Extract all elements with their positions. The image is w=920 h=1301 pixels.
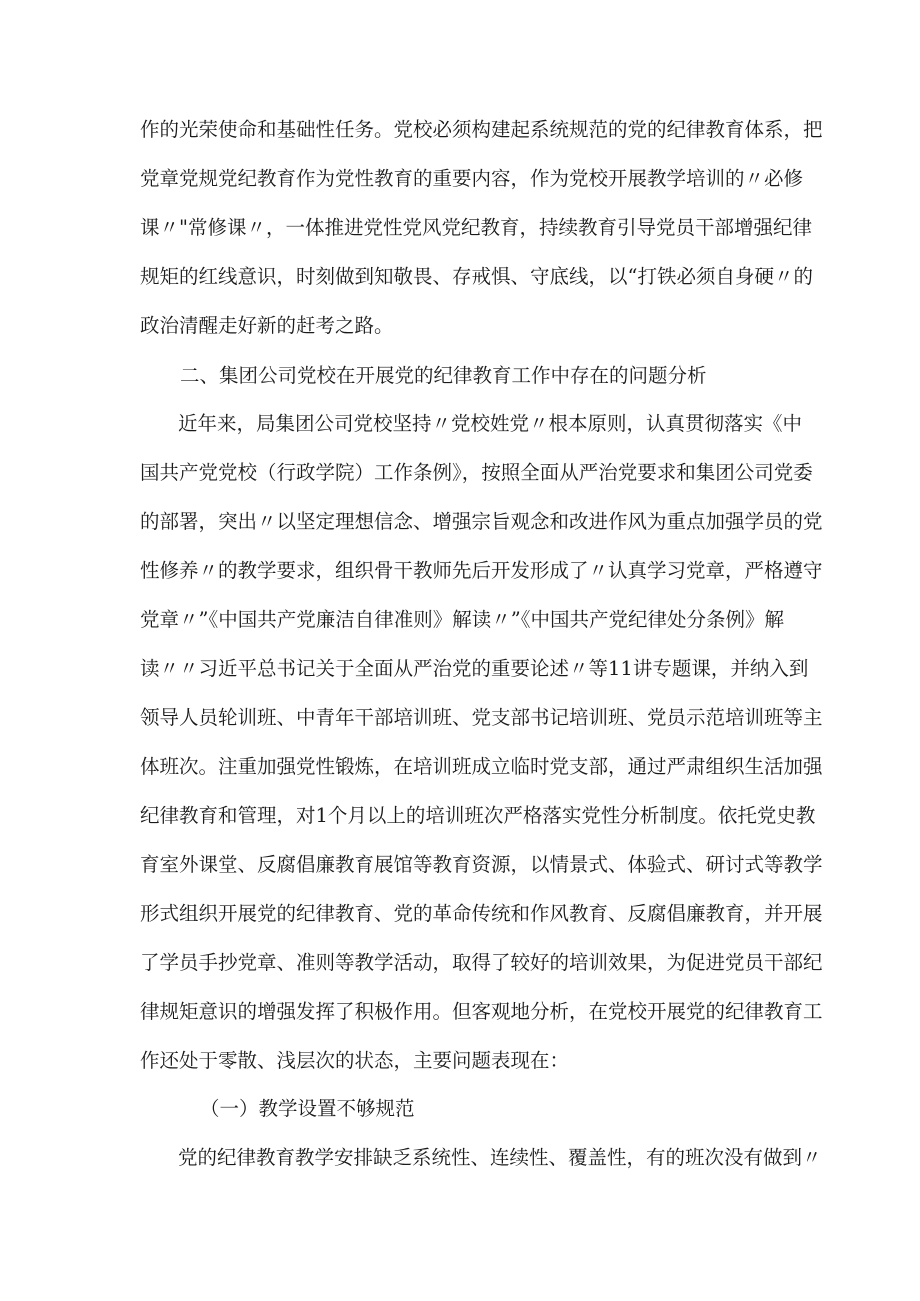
paragraph-line: 纪律教育和管理，对1个月以上的培训班次严格落实党性分析制度。依托党史教: [140, 804, 816, 827]
paragraph-line: 规矩的红线意识，时刻做到知敬畏、存戒惧、守底线，以“打铁必须自身硬〃的: [140, 265, 813, 288]
paragraph-line: 领导人员轮训班、中青年干部培训班、党支部书记培训班、党员示范培训班等主: [140, 706, 823, 729]
paragraph-line: 党章〃”《中国共产党廉洁自律准则》解读〃”《中国共产党纪律处分条例》解: [140, 608, 784, 631]
paragraph-line: 的部署，突出〃以坚定理想信念、增强宗旨观念和改进作风为重点加强学员的党: [140, 510, 823, 533]
paragraph-line: 形式组织开展党的纪律教育、党的革命传统和作风教育、反腐倡廉教育，并开展: [140, 902, 823, 925]
paragraph-line: 政治清醒走好新的赶考之路。: [140, 314, 394, 337]
paragraph-line: 体班次。注重加强党性锻炼，在培训班成立临时党支部，通过严肃组织生活加强: [140, 755, 823, 778]
paragraph-line: 了学员手抄党章、准则等教学活动，取得了较好的培训效果，为促进党员干部纪: [140, 951, 823, 974]
paragraph-line: 性修养〃的教学要求，组织骨干教师先后开发形成了〃认真学习党章，严格遵守: [140, 559, 823, 582]
paragraph-line: 国共产党党校（行政学院）工作条例》，按照全面从严治党要求和集团公司党委: [140, 461, 813, 484]
paragraph-line: 党章党规党纪教育作为党性教育的重要内容，作为党校开展教学培训的〃必修: [140, 167, 804, 190]
paragraph-line: 作的光荣使命和基础性任务。党校必须构建起系统规范的党的纪律教育体系，把: [140, 118, 823, 141]
paragraph-line: 育室外课堂、反腐倡廉教育展馆等教育资源，以情景式、体验式、研讨式等教学: [140, 853, 823, 876]
subsection-heading: （一）教学设置不够规范: [200, 1097, 415, 1120]
paragraph-line: 读〃〃习近平总书记关于全面从严治党的重要论述〃等11讲专题课，并纳入到: [140, 657, 809, 680]
paragraph-line: 作还处于零散、浅层次的状态，主要问题表现在：: [140, 1049, 570, 1072]
paragraph-line: 课〃"常修课〃，一体推进党性党风党纪教育，持续教育引导党员干部增强纪律: [140, 216, 812, 239]
paragraph-line: 律规矩意识的增强发挥了积极作用。但客观地分析，在党校开展党的纪律教育工: [140, 1000, 823, 1023]
paragraph-line: 党的纪律教育教学安排缺乏系统性、连续性、覆盖性，有的班次没有做到〃: [178, 1146, 822, 1169]
section-heading: 二、集团公司党校在开展党的纪律教育工作中存在的问题分析: [180, 364, 707, 387]
paragraph-line: 近年来，局集团公司党校坚持〃党校姓党〃根本原则，认真贯彻落实《中: [178, 412, 803, 435]
